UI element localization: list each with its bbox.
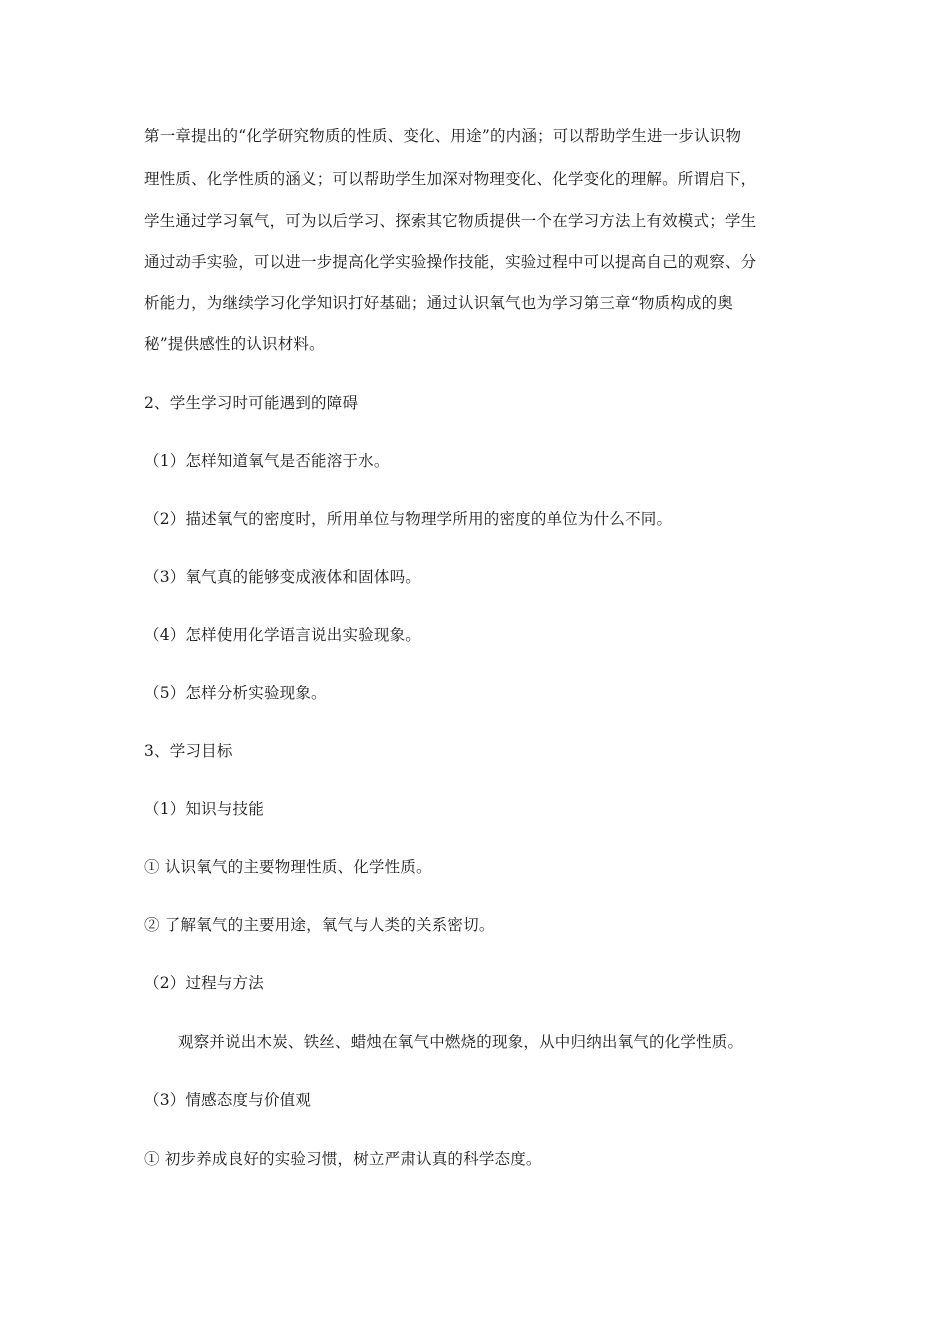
intro-line: 秘”提供感性的认识材料。 [144, 335, 325, 353]
list-item: （2）描述氧气的密度时，所用单位与物理学所用的密度的单位为什么不同。 [144, 510, 673, 528]
intro-line: 通过动手实验，可以进一步提高化学实验操作技能，实验过程中可以提高自己的观察、分 [144, 253, 757, 271]
subsection-heading: （2）过程与方法 [144, 974, 264, 992]
intro-line: 析能力，为继续学习化学知识打好基础；通过认识氧气也为学习第三章“物质构成的奥 [144, 294, 734, 312]
subsection-heading: （1）知识与技能 [144, 800, 264, 818]
list-item: （5）怎样分析实验现象。 [144, 684, 327, 702]
list-item: （4）怎样使用化学语言说出实验现象。 [144, 626, 421, 644]
section-heading: 2、学生学习时可能遇到的障碍 [144, 394, 359, 412]
list-item: ② 了解氧气的主要用途，氧气与人类的关系密切。 [144, 916, 495, 934]
list-item: （3）氧气真的能够变成液体和固体吗。 [144, 568, 421, 586]
intro-line: 学生通过学习氧气，可为以后学习、探索其它物质提供一个在学习方法上有效模式；学生 [144, 212, 757, 230]
intro-line: 第一章提出的“化学研究物质的性质、变化、用途”的内涵；可以帮助学生进一步认识物 [144, 127, 742, 145]
section-heading: 3、学习目标 [144, 742, 233, 760]
body-text: 观察并说出木炭、铁丝、蜡烛在氧气中燃烧的现象，从中归纳出氧气的化学性质。 [178, 1033, 744, 1051]
list-item: ① 初步养成良好的实验习惯，树立严肃认真的科学态度。 [144, 1150, 542, 1168]
intro-line: 理性质、化学性质的涵义；可以帮助学生加深对物理变化、化学变化的理解。所谓启下， [144, 170, 757, 188]
list-item: ① 认识氧气的主要物理性质、化学性质。 [144, 858, 432, 876]
list-item: （1）怎样知道氧气是否能溶于水。 [144, 452, 390, 470]
subsection-heading: （3）情感态度与价值观 [144, 1091, 312, 1109]
